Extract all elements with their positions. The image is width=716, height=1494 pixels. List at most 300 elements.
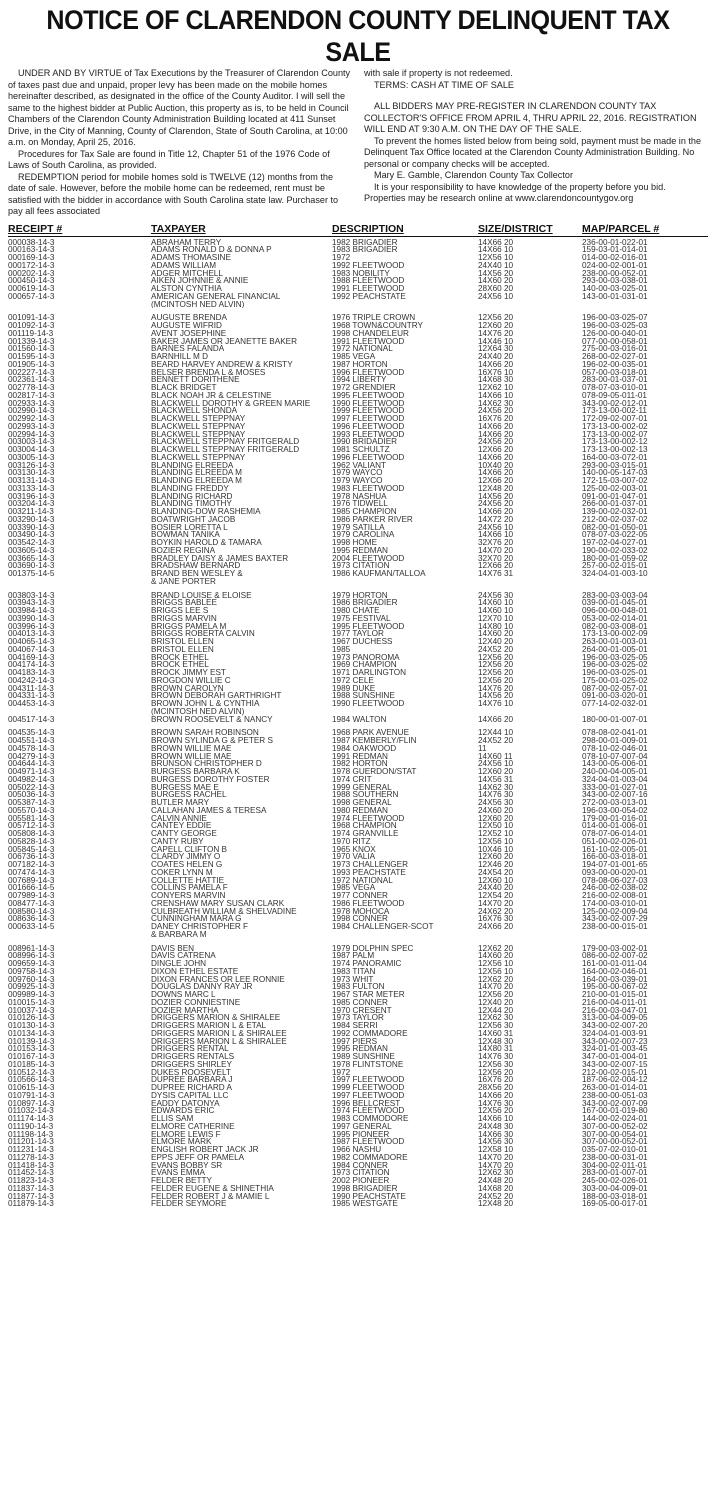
taxpayer-cell: BLACKWELL STEPPNAY FRITGERALD [151, 438, 300, 446]
description-cell: 1965 KNOX [332, 845, 376, 854]
receipt-cell: 009989-14-3 [8, 991, 55, 999]
description-cell [332, 708, 478, 716]
table-row [8, 516, 708, 524]
table-row [8, 392, 708, 400]
table-row [8, 968, 708, 976]
taxpayer-cell: DOUGLAS DANNY RAY JR [151, 983, 253, 991]
map-parcel-cell: 039-00-01-045-01 [582, 599, 648, 607]
taxpayer-cell: CALLAHAN JAMES & TERESA [151, 806, 267, 815]
receipt-cell: 003390-14-3 [8, 523, 55, 532]
taxpayer-cell: ADAMS THOMASINE [151, 254, 231, 262]
map-parcel-cell: 161-00-01-011-04 [582, 960, 647, 968]
taxpayer-cell: BOATWRIGHT JACOB [151, 515, 236, 524]
receipt-cell: 002993-14-3 [8, 422, 55, 431]
map-parcel-cell: 172-15-03-007-02 [582, 477, 648, 485]
map-parcel-cell: 174-00-03-010-01 [582, 899, 648, 908]
table-row [8, 423, 708, 431]
description-cell: 1981 SCHULTZ [332, 446, 390, 454]
receipt-cell: 011201-14-3 [8, 1138, 54, 1146]
description-cell: 1975 FESTIVAL [332, 614, 391, 623]
map-parcel-cell: 238-00-00-015-01 [582, 923, 648, 931]
description-cell: 1968 TOWN&COUNTRY [332, 322, 423, 330]
table-row [8, 239, 708, 247]
table-row [8, 846, 708, 854]
size-district-cell: 14X66 20 [478, 453, 514, 462]
map-parcel-cell: 264-00-01-005-01 [582, 645, 648, 654]
description-cell: 1998 BRIGADIER [332, 1184, 398, 1193]
description-cell: 1983 COMMODORE [332, 1115, 409, 1123]
description-cell: 1973 PANOROMA [332, 653, 400, 662]
taxpayer-cell: DIXON ETHEL ESTATE [151, 967, 239, 976]
table-row [8, 900, 708, 908]
table-row [8, 562, 708, 570]
map-parcel-cell: 283-00-03-003-04 [582, 591, 648, 600]
description-cell: 1974 FLEETWOOD [332, 1107, 405, 1115]
receipt-cell: 004982-14-3 [8, 775, 55, 784]
receipt-cell: 000163-14-3 [8, 246, 55, 254]
receipt-cell: 003690-14-3 [8, 562, 55, 570]
receipt-cell: 005036-14-3 [8, 791, 55, 799]
table-row [8, 923, 708, 931]
taxpayer-cell: DRIGGERS MARION & SHIRALEE [151, 1014, 281, 1022]
description-cell: 1979 SATILLA [332, 523, 385, 532]
table-row [8, 469, 708, 477]
size-district-cell: 14X80 10 [478, 622, 514, 631]
size-district-cell: 28X60 20 [478, 285, 514, 293]
description-cell: 1997 GENERAL [332, 1122, 392, 1131]
table-row [8, 908, 708, 916]
size-district-cell: 12X56 20 [478, 1107, 514, 1115]
receipt-cell: 001666-14-5 [8, 884, 55, 892]
taxpayer-cell: EADDY DATONYA [151, 1099, 220, 1108]
description-cell: 1996 FLEETWOOD [332, 422, 405, 431]
taxpayer-cell: BRISTOL ELLEN [151, 645, 214, 654]
receipt-cell: 010134-14-3 [8, 1029, 55, 1038]
size-district-cell: 24X54 20 [478, 868, 514, 877]
description-cell: 1976 TRIPLE CROWN [332, 314, 416, 322]
receipt-cell: 008580-14-3 [8, 907, 55, 916]
map-parcel-cell: 014-00-01-006-01 [582, 822, 648, 830]
taxpayer-cell: BLACK BRIDGET [151, 384, 217, 392]
size-district-cell: 12X66 20 [478, 477, 514, 485]
receipt-cell: 008996-14-3 [8, 952, 55, 960]
table-row [8, 1100, 708, 1108]
size-district-cell: 12X52 10 [478, 830, 514, 838]
table-row [8, 400, 708, 408]
map-parcel-cell: 173-13-00-002-13 [582, 446, 648, 454]
map-parcel-cell: 173-13-00-002-11 [582, 407, 647, 415]
description-cell: 1983 BRIGADIER [332, 246, 398, 254]
map-parcel-cell: 240-00-04-005-01 [582, 768, 648, 776]
description-cell: 1974 FLEETWOOD [332, 814, 405, 823]
table-row [8, 353, 708, 361]
receipt-cell: 002992-14-3 [8, 415, 55, 423]
taxpayer-cell: AUGUSTE WIFRID [151, 322, 222, 330]
description-cell: 1988 FLEETWOOD [332, 277, 405, 285]
description-cell [332, 301, 478, 309]
taxpayer-cell: ELMORE MARK [151, 1138, 212, 1146]
description-cell: 1995 FLEETWOOD [332, 622, 405, 631]
table-row [8, 262, 708, 270]
map-parcel-cell: 143-00-01-031-01 [582, 292, 648, 301]
size-district-cell: 12X62 30 [478, 1014, 514, 1022]
receipt-cell: 008477-14-3 [8, 899, 55, 908]
table-row [8, 807, 708, 815]
description-cell: 1973 CHALLENGER [332, 861, 408, 869]
size-district-cell: 28X56 20 [478, 1084, 514, 1092]
table-row [8, 1022, 708, 1030]
receipt-cell: 004644-14-3 [8, 760, 55, 768]
map-parcel-cell: 078-10-02-046-01 [582, 744, 648, 753]
receipt-cell: 003490-14-3 [8, 531, 55, 539]
table-row [8, 1177, 708, 1185]
description-cell: 1966 NASHU [332, 1146, 382, 1154]
description-cell: 1972 NATIONAL [332, 876, 393, 885]
map-parcel-cell: 343-00-02-007-15 [582, 1060, 648, 1069]
size-district-cell: 14X62 30 [478, 399, 514, 408]
taxpayer-cell: DAVIS BEN [151, 944, 195, 953]
description-cell: 1989 SUNSHINE [332, 1053, 395, 1061]
size-district-cell: 14X60 10 [478, 607, 514, 615]
receipt-cell: 005387-14-3 [8, 799, 55, 807]
description-cell: 1982 HORTON [332, 760, 388, 768]
description-cell: 1997 PIERS [332, 1037, 378, 1046]
table-row [8, 246, 708, 254]
description-cell: 1996 FLEETWOOD [332, 453, 405, 462]
receipt-cell: 002817-14-3 [8, 391, 55, 400]
map-parcel-cell: 196-00-03-025-02 [582, 661, 648, 669]
map-parcel-cell: 159-03-01-014-01 [582, 246, 648, 254]
table-row [8, 999, 708, 1007]
table-row [8, 446, 708, 454]
table-row [8, 285, 708, 293]
size-district-cell: 14X68 20 [478, 1184, 514, 1193]
taxpayer-cell: ALSTON CYNTHIA [151, 285, 222, 293]
map-parcel-cell: 091-00-03-020-01 [582, 692, 648, 700]
taxpayer-cell: EVANS BOBBY SR [151, 1161, 223, 1170]
table-row [8, 799, 708, 807]
map-parcel-cell: 167-00-01-019-80 [582, 1107, 648, 1115]
map-parcel-cell: 347-00-01-004-01 [582, 1053, 648, 1061]
taxpayer-cell: COKER LYNN M [151, 868, 213, 877]
taxpayer-cell: BLANDING ELREEDA M [151, 469, 242, 477]
description-cell: 1969 CHAMPION [332, 661, 397, 669]
map-parcel-cell: 245-00-02-026-01 [582, 1177, 648, 1185]
description-cell: 1997 FLEETWOOD [332, 415, 405, 423]
map-parcel-cell: 324-04-01-003-04 [582, 775, 648, 784]
taxpayer-cell: DRIGGERS MARION L & SHIRALEE [151, 1037, 287, 1046]
taxpayer-cell: AUGUSTE BRENDA [151, 314, 227, 322]
map-parcel-cell: 172-09-02-007-01 [582, 415, 648, 423]
description-cell: 1996 BELLCREST [332, 1099, 401, 1108]
taxpayer-cell: FELDER ROBERT J & MAMIE L [151, 1192, 270, 1201]
table-row [8, 1076, 708, 1084]
taxpayer-cell: CRENSHAW MARY SUSAN CLARK [151, 899, 285, 908]
table-row [8, 753, 708, 761]
table-row [8, 330, 708, 338]
taxpayer-cell: DOZIER MARTHA [151, 1006, 219, 1015]
receipt-cell [8, 578, 151, 586]
table-row [8, 599, 708, 607]
receipt-cell: 007474-14-3 [8, 868, 55, 877]
receipt-cell: 000657-14-3 [8, 292, 55, 301]
map-parcel-cell: 304-00-02-011-01 [582, 1161, 647, 1170]
receipt-cell: 005712-14-3 [8, 822, 55, 830]
column-header-description: DESCRIPTION [332, 222, 404, 235]
intro-paragraph: ALL BIDDERS MAY PRE-REGISTER IN CLARENDON COUNTY TAX COLLECTOR'S OFFICE FROM APRIL 4, THRU APRIL 22, 2016. REGISTRATION WILL END AT 9:30 A.M. ON THE DAY OF THE SALE. [364, 101, 697, 134]
size-district-cell: 24X62 20 [478, 907, 514, 916]
map-parcel-cell: 078-07-03-010-01 [582, 384, 648, 392]
table-row [8, 931, 708, 939]
taxpayer-cell: ELMORE CATHERINE [151, 1122, 235, 1131]
table-row [8, 454, 708, 462]
size-district-cell: 12X64 30 [478, 345, 514, 353]
description-cell: 1984 CONNER [332, 1161, 388, 1170]
table-row [8, 1045, 708, 1053]
receipt-cell: 003131-14-3 [8, 477, 55, 485]
receipt-cell: 007989-14-3 [8, 892, 55, 900]
taxpayer-cell: BLANDING ELREEDA M [151, 477, 242, 485]
receipt-cell: 000169-14-3 [8, 254, 55, 262]
taxpayer-cell: BRUNSON CHRISTOPHER D [151, 760, 262, 768]
size-district-cell: 24X52 20 [478, 737, 514, 745]
size-district-cell: 14X46 10 [478, 337, 514, 346]
table-row [8, 830, 708, 838]
table-row [8, 1038, 708, 1046]
map-parcel-cell: 272-00-03-013-01 [582, 799, 648, 807]
description-cell: 1962 VALIANT [332, 461, 387, 470]
intro-paragraph: TERMS: CASH AT TIME OF SALE [374, 79, 514, 90]
receipt-cell: 010791-14-3 [8, 1091, 55, 1100]
map-parcel-cell: 293-00-03-038-01 [582, 277, 648, 285]
map-parcel-cell: 236-00-01-022-01 [582, 238, 648, 247]
receipt-cell: 002990-14-3 [8, 407, 55, 415]
taxpayer-cell: BLANDING FREDDY [151, 484, 229, 493]
description-cell: 1974 PANORAMIC [332, 960, 402, 968]
map-parcel-cell: 190-00-02-033-02 [582, 546, 648, 555]
description-cell [332, 931, 478, 939]
table-row [8, 1200, 708, 1208]
taxpayer-cell: CAPELL CLIFTON B [151, 845, 227, 854]
intro-paragraph: REDEMPTION period for mobile homes sold is TWELVE (12) months from the date of sale. However, before the mobile home can be redeemed, rent must be satisfied with the bidder in accordance with South Carolina state law. Purchaser to pay all fees associated [8, 171, 339, 216]
taxpayer-cell: BRAND LOUISE & ELOISE [151, 591, 252, 600]
intro-paragraph: with sale if property is not redeemed. [364, 68, 513, 78]
table-row [8, 884, 708, 892]
table-row [8, 254, 708, 262]
taxpayer-cell: DUKES ROOSEVELT [151, 1068, 231, 1077]
taxpayer-cell: EPPS JEFF OR PAMELA [151, 1153, 245, 1162]
size-district-cell: 12X62 20 [478, 975, 514, 984]
receipt-cell: 002933-14-3 [8, 399, 55, 408]
size-district-cell: 14X70 20 [478, 1153, 514, 1162]
description-cell: 1995 REDMAN [332, 1045, 388, 1053]
receipt-cell: 003665-14-3 [8, 554, 55, 563]
taxpayer-cell: EDWARDS ERIC [151, 1107, 215, 1115]
taxpayer-cell: BROWN WILLIE MAE [151, 752, 232, 761]
map-parcel-cell: 173-13-00-002-07 [582, 430, 648, 439]
table-row [8, 500, 708, 508]
map-parcel-cell: 196-00-03-025-07 [582, 314, 648, 322]
description-cell: 1991 FLEETWOOD [332, 285, 405, 293]
size-district-cell: 12X66 20 [478, 562, 514, 570]
description-cell: 1967 DUCHESS [332, 638, 393, 646]
taxpayer-cell: DRIGGERS SHIRLEY [151, 1060, 232, 1069]
size-district-cell: 24X56 30 [478, 799, 514, 807]
map-parcel-cell: 313-00-04-009-05 [582, 1014, 648, 1022]
receipt-cell: 003803-14-3 [8, 591, 55, 600]
table-row [8, 623, 708, 631]
map-parcel-cell: 161-10-02-005-01 [582, 845, 648, 854]
taxpayer-cell: BROGDON WILLIE C [151, 676, 231, 685]
map-parcel-cell: 324-04-01-003-91 [582, 1029, 648, 1038]
taxpayer-cell: FELDER EUGENE & SHINETHIA [151, 1184, 274, 1193]
table-row [8, 991, 708, 999]
receipt-cell: 004311-14-3 [8, 684, 54, 693]
size-district-cell [478, 931, 582, 939]
table-row [8, 293, 708, 301]
map-parcel-cell: 078-07-06-014-01 [582, 830, 648, 838]
size-district-cell: 14X70 20 [478, 899, 514, 908]
receipt-cell: 001905-14-3 [8, 360, 55, 369]
description-cell: 1982 COMMADORE [332, 1153, 408, 1162]
map-parcel-cell: 293-00-03-015-01 [582, 461, 648, 470]
receipt-cell: 003996-14-3 [8, 622, 55, 631]
receipt-cell: 001339-14-3 [8, 337, 55, 346]
size-district-cell: 12X56 20 [478, 669, 514, 677]
size-district-cell: 14X66 20 [478, 469, 514, 477]
receipt-cell: 009758-14-3 [8, 967, 55, 976]
receipt-cell: 003196-14-3 [8, 492, 55, 501]
size-district-cell: 14X76 20 [478, 684, 514, 693]
map-parcel-cell: 238-00-00-031-01 [582, 1153, 648, 1162]
description-cell: 1973 CITATION [332, 1169, 390, 1177]
description-cell: 1985 WESTGATE [332, 1200, 398, 1208]
receipt-cell: 010153-14-3 [8, 1045, 55, 1053]
receipt-cell: 003211-14-3 [8, 508, 54, 516]
receipt-cell: 004453-14-3 [8, 700, 55, 708]
size-district-cell: 12X56 20 [478, 661, 514, 669]
size-district-cell: 14X66 20 [478, 508, 514, 516]
table-row [8, 301, 708, 309]
size-district-cell: 12X56 30 [478, 1060, 514, 1069]
taxpayer-cell: DRIGGERS RENTALS [151, 1053, 235, 1061]
description-cell: 1992 PEACHSTATE [332, 292, 406, 301]
receipt-cell: 003004-14-3 [8, 446, 55, 454]
table-row [8, 555, 708, 563]
size-district-cell: 14X66 10 [478, 1115, 514, 1123]
taxpayer-cell: BROWN JOHN L & CYNTHIA [151, 700, 260, 708]
size-district-cell: 14X60 20 [478, 952, 514, 960]
receipt-cell: 010615-14-3 [8, 1084, 55, 1092]
receipt-cell: 002227-14-3 [8, 368, 55, 377]
table-row [8, 361, 708, 369]
table-row [8, 384, 708, 392]
taxpayer-cell: BLACKWELL DOROTHY & GREEN MARIE [151, 399, 311, 408]
size-district-cell: 14X66 20 [478, 238, 514, 247]
map-parcel-cell: 343-00-02-007-09 [582, 1099, 648, 1108]
size-district-cell: 14X76 20 [478, 329, 514, 338]
table-row [8, 1007, 708, 1015]
map-parcel-cell: 197-02-04-027-01 [582, 539, 648, 547]
description-cell: 1974 GRANVILLE [332, 830, 399, 838]
taxpayer-cell: CALVIN ANNIE [151, 814, 207, 823]
receipt-cell: 009659-14-3 [8, 960, 55, 968]
table-row [8, 1030, 708, 1038]
size-district-cell: 16X76 20 [478, 1076, 514, 1084]
taxpayer-cell: CLARDY JIMMY O [151, 853, 221, 861]
taxpayer-cell: DRIGGERS RENTAL [151, 1045, 229, 1053]
table-row [8, 960, 708, 968]
taxpayer-cell: BURGESS MAE E [151, 783, 219, 792]
taxpayer-cell: & BARBARA M [151, 930, 207, 939]
size-district-cell: 24X40 20 [478, 353, 514, 361]
table-row [8, 270, 708, 278]
size-district-cell: 32X70 20 [478, 554, 514, 563]
receipt-cell [8, 708, 151, 716]
size-district-cell: 14X76 10 [478, 700, 514, 708]
receipt-cell: 010037-14-3 [8, 1006, 55, 1015]
description-cell: 1970 VALIA [332, 853, 376, 861]
size-district-cell: 12X50 10 [478, 822, 514, 830]
receipt-cell: 004013-14-3 [8, 630, 55, 638]
table-row [8, 1193, 708, 1201]
description-cell: 1983 TITAN [332, 967, 376, 976]
table-row [8, 983, 708, 991]
table-row [8, 570, 708, 578]
table-row [8, 615, 708, 623]
description-cell: 1999 GENERAL [332, 783, 392, 792]
intro-paragraph: Procedures for Tax Sale are found in Title 12, Chapter 51 of the 1976 Code of Laws of South Carolina, as provided. [8, 148, 330, 170]
map-parcel-cell: 180-00-01-007-01 [582, 715, 648, 724]
size-district-cell: 14X80 31 [478, 1045, 514, 1053]
receipt-cell: 003204-14-3 [8, 500, 55, 508]
size-district-cell [478, 708, 582, 716]
receipt-cell: 009925-14-3 [8, 983, 55, 991]
description-cell: 1995 REDMAN [332, 546, 388, 555]
taxpayer-cell: BROWN ROOSEVELT & NANCY [151, 715, 273, 724]
table-row [8, 945, 708, 953]
map-parcel-cell: 343-00-02-007-20 [582, 1022, 648, 1030]
table-row [8, 677, 708, 685]
intro-paragraph: Mary E. Gamble, Clarendon County Tax Collector [374, 170, 573, 180]
table-row [8, 508, 708, 516]
receipt-cell: 003542-14-3 [8, 539, 55, 547]
map-parcel-cell: 082-00-03-008-01 [582, 622, 648, 631]
map-parcel-cell [582, 301, 708, 309]
table-row [8, 1061, 708, 1069]
description-cell: 1984 OAKWOOD [332, 744, 397, 753]
size-district-cell: 32X76 20 [478, 539, 514, 547]
map-parcel-cell: 343-00-02-007-16 [582, 791, 648, 799]
map-parcel-cell: 266-00-01-037-01 [582, 500, 648, 508]
map-parcel-cell: 035-07-02-010-01 [582, 1146, 648, 1154]
map-parcel-cell: 298-00-01-009-01 [582, 737, 648, 745]
description-cell: 1980 CHATE [332, 607, 380, 615]
size-district-cell: 24X56 20 [478, 407, 514, 415]
map-parcel-cell: 196-00-03-025-03 [582, 322, 648, 330]
size-district-cell: 14X66 20 [478, 430, 514, 439]
table-row [8, 877, 708, 885]
intro-paragraph: It is your responsibility to have knowledge of the property before you bid. Properties may be research online at www.clarendoncountygov.org [364, 181, 666, 203]
description-cell: 1978 GUERDON/STAT [332, 768, 417, 776]
table-row [8, 822, 708, 830]
size-district-cell: 12X62 10 [478, 384, 514, 392]
table-row [8, 578, 708, 586]
taxpayer-cell: BROWN WILLIE MAE [151, 744, 232, 753]
receipt-cell: 011032-14-3 [8, 1107, 54, 1115]
map-parcel-cell: 087-00-02-057-01 [582, 684, 648, 693]
receipt-cell: 005581-14-3 [8, 814, 55, 823]
